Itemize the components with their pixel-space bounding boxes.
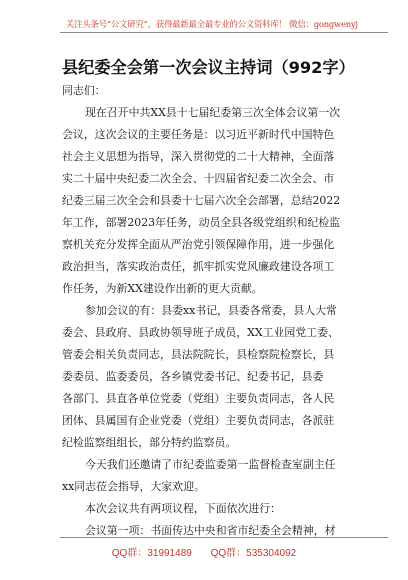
paragraph-line: 委会、县政府、县政协领导班子成员，XX工业园党工委、 <box>62 326 339 339</box>
footer <box>0 544 408 559</box>
document-title: 县纪委全会第一次会议主持词（992字） <box>62 58 355 77</box>
paragraph-line: 团体、县属国有企业党委（党组）主要负责同志，各派驻 <box>62 414 335 427</box>
paragraph-line: 现在召开中共XX县十七届纪委第三次全体会议第一次 <box>85 106 341 119</box>
paragraph-line: 今天我们还邀请了市纪委监委第一监督检查室副主任 <box>85 458 336 471</box>
paragraph-line: 社会主义思想为指导，深入贯彻党的二十大精神，全面落 <box>62 150 335 163</box>
paragraph-line: 年工作，部署2023年任务，动员全县各级党组织和纪检监 <box>62 216 341 229</box>
paragraph-line: 委委员、监委委员，各乡镇党委书记、纪委书记，县委 <box>62 370 324 383</box>
paragraph-line: 实二十届中央纪委二次全会、十四届省纪委二次全会、市 <box>62 172 335 185</box>
paragraph-line: 纪检监察组组长，部分特约监察员。 <box>62 436 237 449</box>
paragraph-line: 会议，这次会议的主要任务是：以习近平新时代中国特色 <box>62 128 335 141</box>
paragraph-line: 纪委三届三次全会和县委十七届六次全会部署，总结2022 <box>62 194 341 207</box>
paragraph-line: 各部门、县直各单位党委（党组）主要负责同志，各人民 <box>62 392 335 405</box>
paragraph-line: 会议第一项：书面传达中央和省市纪委全会精神，材 <box>85 524 336 537</box>
footer-divider <box>60 537 388 538</box>
paragraph-line: 参加会议的有：县委xx书记，县委各常委，县人大常 <box>85 304 337 317</box>
footer-qq-group-1: QQ群：31991489 <box>111 548 192 559</box>
paragraph-line: 管委会相关负责同志，县法院院长，县检察院检察长，县 <box>62 348 335 361</box>
footer-qq-group-2: QQ群：535304092 <box>210 548 297 559</box>
paragraph-line: 作任务，为新XX建设作出新的更大贡献。 <box>62 282 263 295</box>
paragraph-line: 政治担当，落实政治责任，抓牢抓实党风廉政建设各项工 <box>62 260 335 273</box>
header-divider <box>60 32 388 33</box>
document-body <box>62 80 368 542</box>
paragraph-line: xx同志莅会指导，大家欢迎。 <box>62 480 205 493</box>
header-note: 关注头条号“公文研究”，获得最新最全最专业的公文资料库！ 微信：gongwenyj <box>66 19 358 29</box>
paragraph-line: 同志们： <box>62 84 106 97</box>
paragraph-line: 察机关充分发挥全面从严治党引领保障作用，进一步强化 <box>62 238 335 251</box>
paragraph-line: 本次会议共有两项议程，下面依次进行： <box>85 502 282 515</box>
